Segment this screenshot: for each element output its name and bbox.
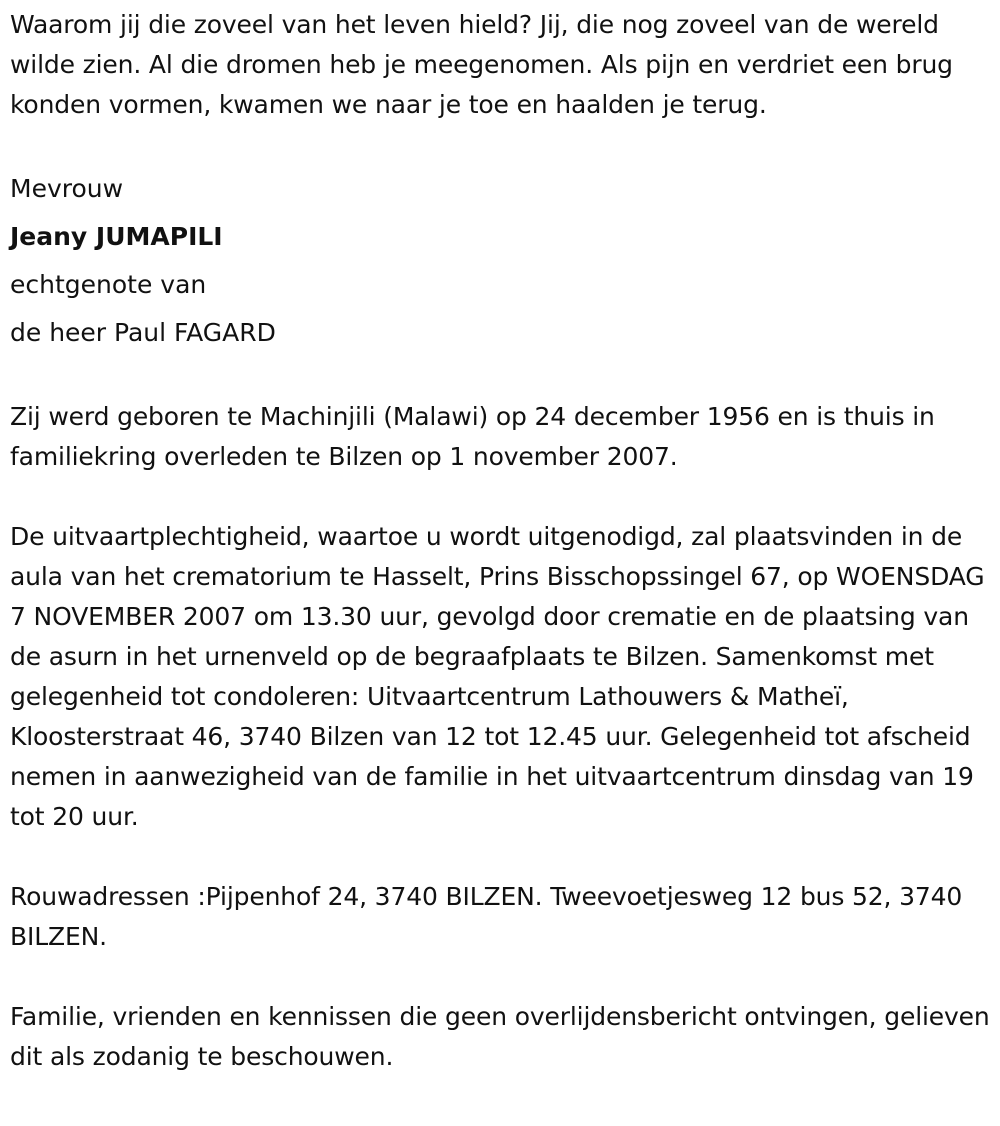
intro-poem: Waarom jij die zoveel van het leven hield? Jij, die nog zoveel van de wereld wilde zien. Al die dromen heb je meegenomen. Als pijn en verdriet een brug konden vormen, kwamen we naar je toe en haalden je terug. xyxy=(10,10,953,119)
deceased-name: Jeany JUMAPILI xyxy=(10,222,223,251)
spacer xyxy=(10,837,990,877)
spacer xyxy=(10,957,990,997)
spacer xyxy=(10,477,990,517)
addresses-paragraph: Rouwadressen :Pijpenhof 24, 3740 BILZEN. Tweevoetjesweg 12 bus 52, 3740 BILZEN. xyxy=(10,882,963,951)
spouse-name: de heer Paul FAGARD xyxy=(10,318,276,347)
ceremony-paragraph: De uitvaartplechtigheid, waartoe u wordt uitgenodigd, zal plaatsvinden in de aula van het crematorium te Hasselt, Prins Bisschopssingel 67, op WOENSDAG 7 NOVEMBER 2007 om 13.30 uur, gevolgd door crematie en de plaatsing van de asurn in het urnenveld op de begraafplaats te Bilzen. Samenkomst met gelegenheid tot condoleren: Uitvaartcentrum Lathouwers & Matheï, Kloosterstraat 46, 3740 Bilzen van 12 tot 12.45 uur. Gelegenheid tot afscheid nemen in aanwezigheid van de familie in het uitvaartcentrum dinsdag van 19 tot 20 uur. xyxy=(10,522,985,831)
spacer xyxy=(10,125,990,165)
title-prefix: Mevrouw xyxy=(10,174,124,203)
closing-paragraph: Familie, vrienden en kennissen die geen overlijdensbericht ontvingen, gelieven dit als zodanig te beschouwen. xyxy=(10,1002,990,1071)
spacer xyxy=(10,357,990,397)
birth-death-paragraph: Zij werd geboren te Machinjili (Malawi) op 24 december 1956 en is thuis in familiekring overleden te Bilzen op 1 november 2007. xyxy=(10,402,935,471)
relation-text: echtgenote van xyxy=(10,270,207,299)
